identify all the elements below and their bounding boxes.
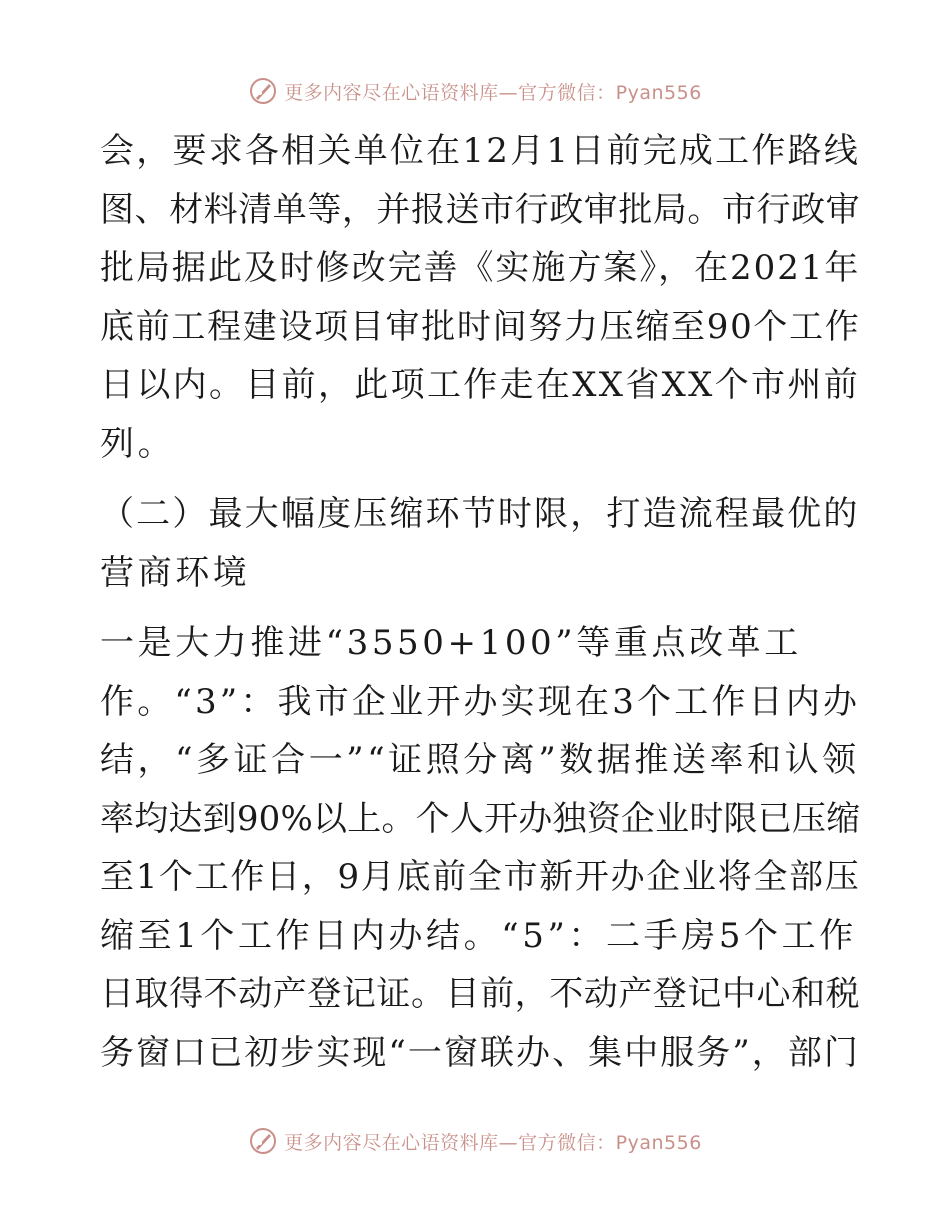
quill-logo-icon <box>248 76 278 106</box>
text-line: 一是大力推进“3550+100”等重点改革工 <box>100 623 802 663</box>
watermark-text: 更多内容尽在心语资料库—官方微信：Pyan556 <box>284 81 702 104</box>
text-line: 列。 <box>100 423 176 464</box>
text-line: 作。“3”：我市企业开办实现在3个工作日内办 <box>100 681 861 722</box>
text-line: 率均达到90%以上。个人开办独资企业时限已压缩 <box>100 798 861 839</box>
footer-watermark <box>0 1121 950 1161</box>
text-line: 日以内。目前，此项工作走在XX省XX个市州前 <box>100 365 861 405</box>
watermark-text: 更多内容尽在心语资料库—官方微信：Pyan556 <box>284 1131 702 1154</box>
text-line: 至1个工作日，9月底前全市新开办企业将全部压 <box>100 857 861 897</box>
header-watermark <box>0 71 950 111</box>
text-line: 底前工程建设项目审批时间努力压缩至90个工作 <box>100 306 861 347</box>
text-line: 批局据此及时修改完善《实施方案》，在2021年 <box>100 248 861 288</box>
text-line: 务窗口已初步实现“一窗联办、集中服务”，部门 <box>100 1032 860 1073</box>
text-line: 营商环境 <box>100 552 251 593</box>
text-line: （二）最大幅度压缩环节时限，打造流程最优的 <box>100 494 860 534</box>
document-body <box>100 122 860 1082</box>
paragraph <box>100 614 860 1082</box>
text-line: 缩至1个工作日内办结。“5”：二手房5个工作 <box>100 915 857 956</box>
text-line: 结，“多证合一”“证照分离”数据推送率和认领 <box>100 740 860 780</box>
text-line: 图、材料清单等，并报送市行政审批局。市行政审 <box>100 189 861 230</box>
text-line: 日取得不动产登记证。目前，不动产登记中心和税 <box>100 974 861 1014</box>
paragraph <box>100 122 860 473</box>
text-line: 会，要求各相关单位在12月1日前完成工作路线 <box>100 131 861 171</box>
quill-logo-icon <box>248 1126 278 1156</box>
section-heading <box>100 485 860 602</box>
